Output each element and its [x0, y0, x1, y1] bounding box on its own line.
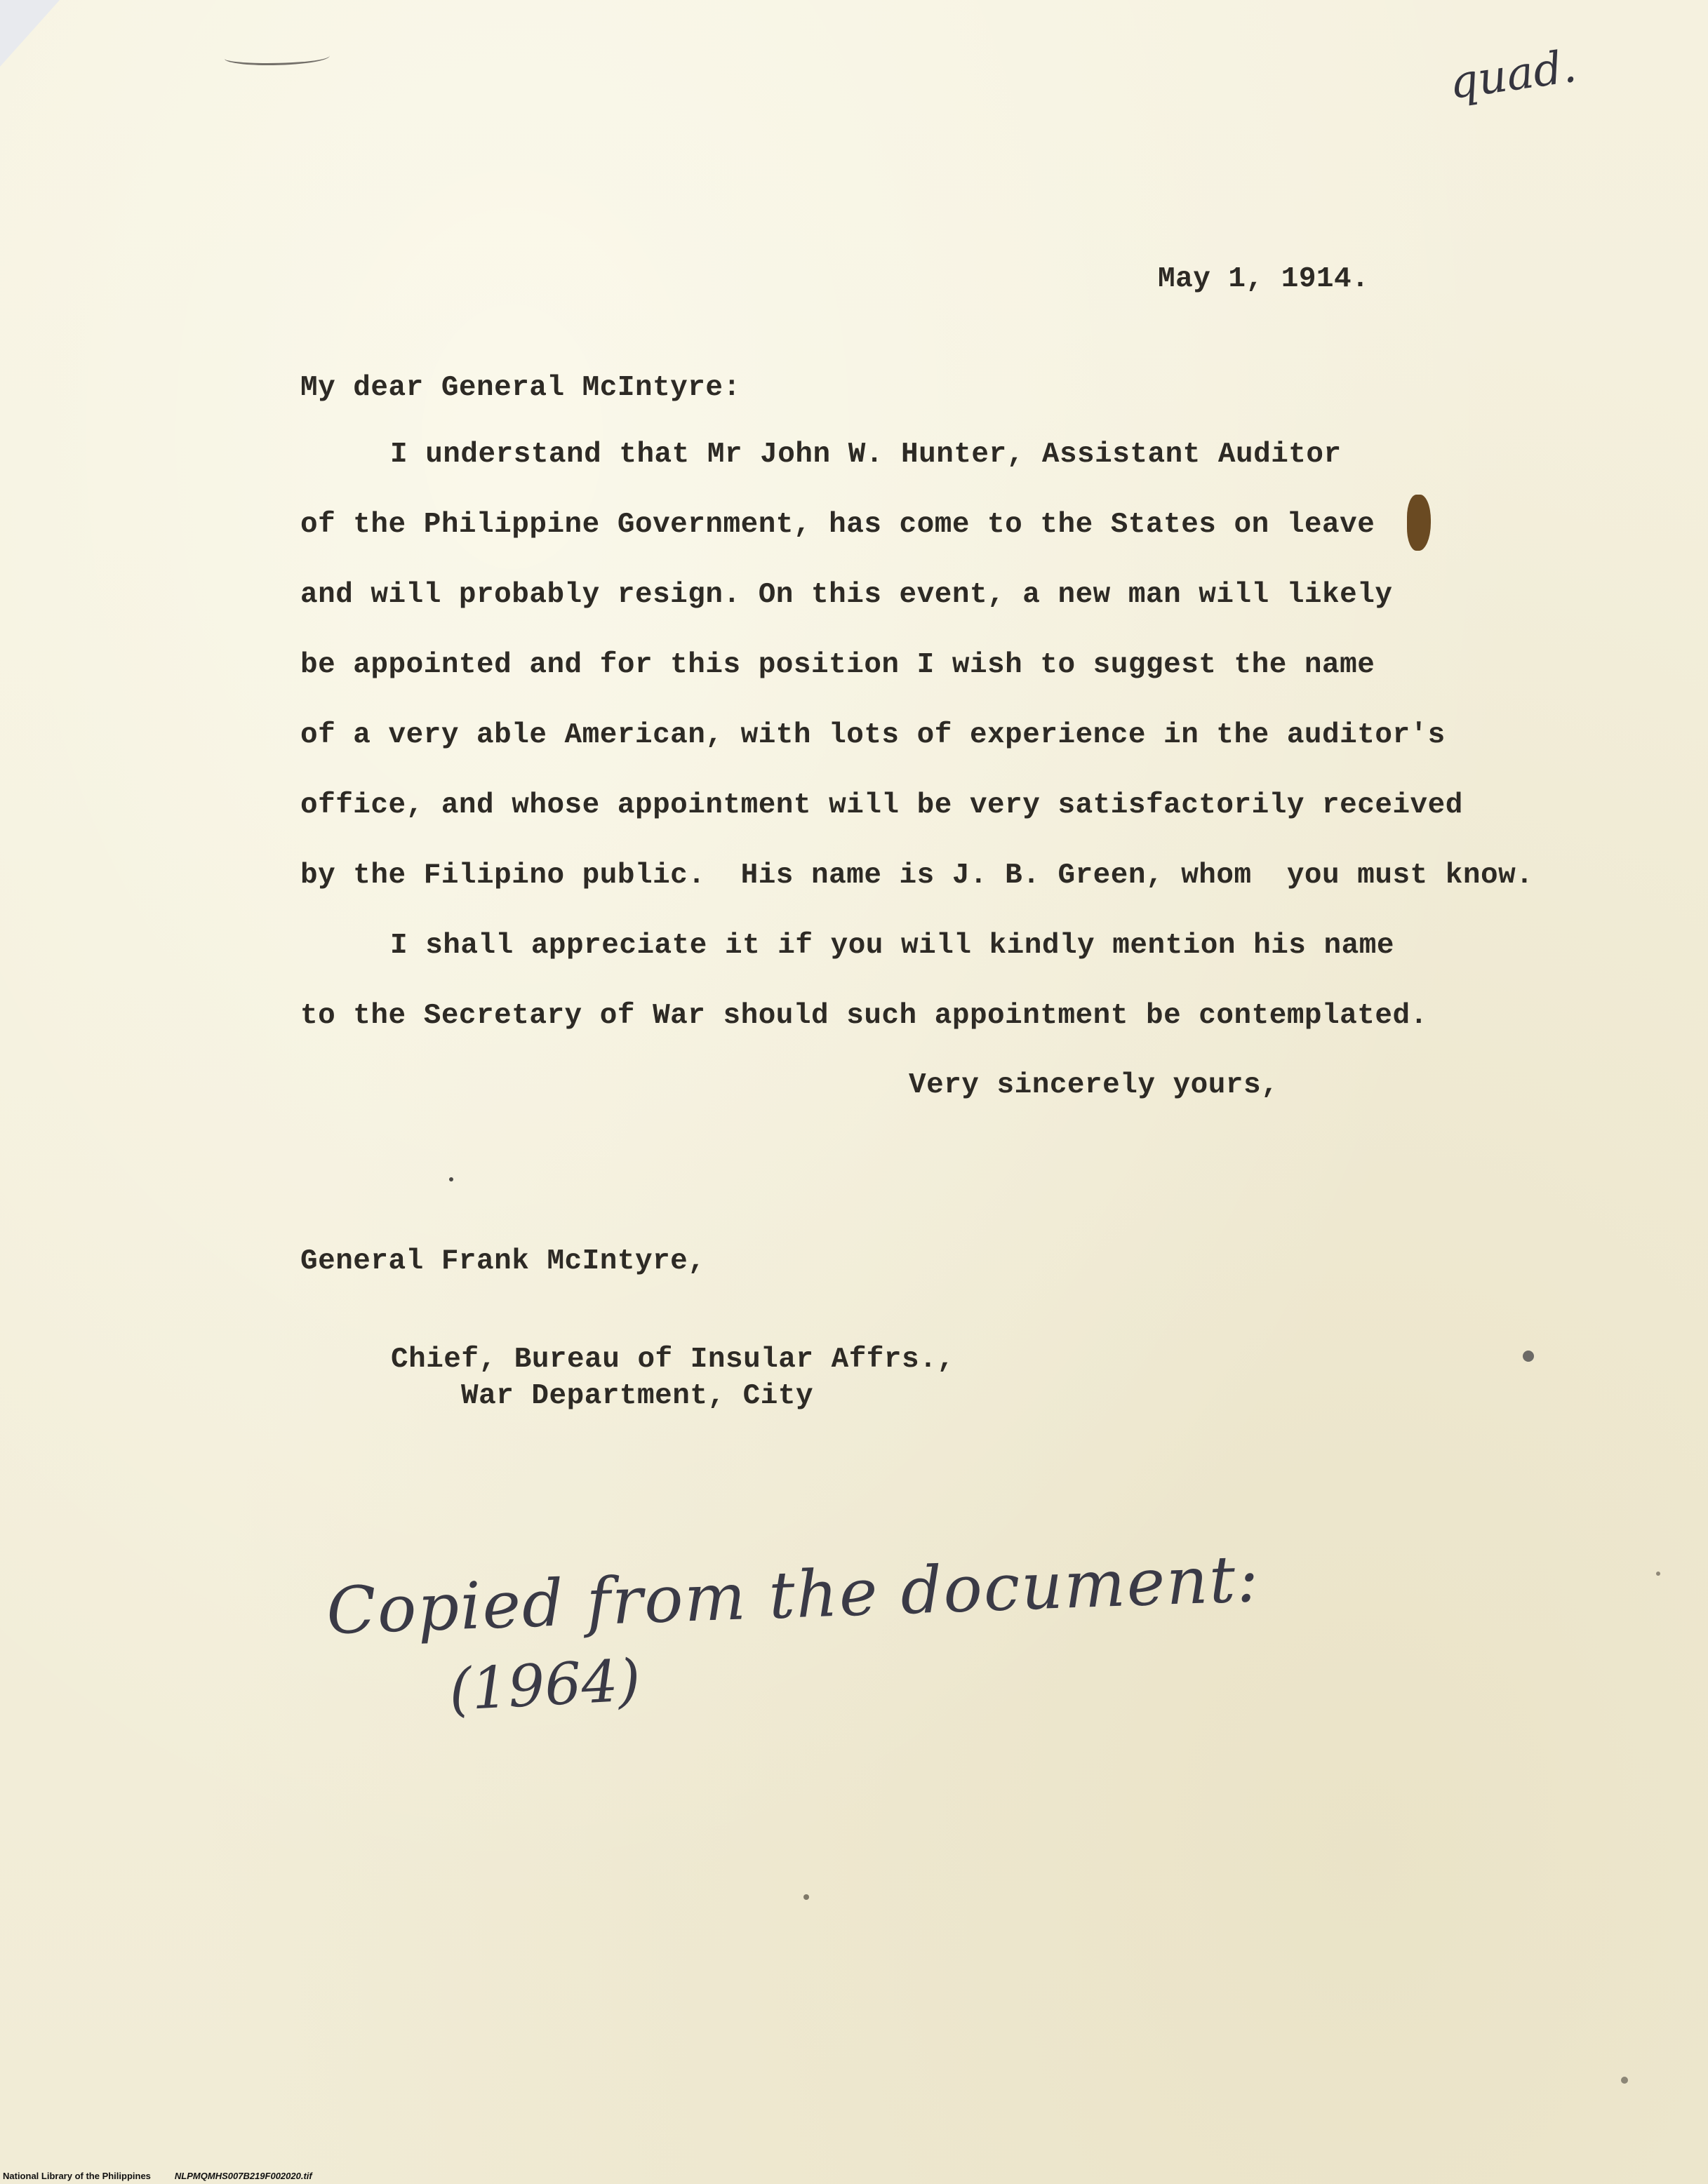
- addressee-title: Chief, Bureau of Insular Affrs.,: [391, 1344, 955, 1376]
- pencil-mark: [225, 49, 330, 65]
- paper-speck: [803, 1894, 809, 1900]
- body-line: be appointed and for this position I wish to suggest the name: [300, 649, 1375, 681]
- letter-body: [300, 420, 1577, 1051]
- handwritten-year-note: (1964): [447, 1647, 642, 1724]
- body-line: office, and whose appointment will be very satisfactorily received: [300, 789, 1463, 822]
- body-line: to the Secretary of War should such appointment be contemplated.: [300, 1000, 1428, 1032]
- scan-footer: [3, 2171, 312, 2181]
- folded-corner: [0, 0, 60, 67]
- letter-salutation: My dear General McIntyre:: [300, 372, 741, 404]
- footer-file-id: NLPMQMHS007B219F002020.tif: [174, 2171, 312, 2181]
- addressee-department: War Department, City: [461, 1380, 814, 1412]
- ink-stain: [1407, 495, 1431, 551]
- paper-speck: [1523, 1351, 1534, 1362]
- body-line: and will probably resign. On this event, a new man will likely: [300, 579, 1393, 611]
- paper-speck: [449, 1177, 453, 1181]
- footer-institution: National Library of the Philippines: [3, 2171, 151, 2181]
- body-line: I shall appreciate it if you will kindly mention his name: [390, 930, 1394, 962]
- body-line: by the Filipino public. His name is J. B. Green, whom you must know.: [300, 859, 1534, 892]
- handwritten-quad-note: quad.: [1446, 40, 1580, 110]
- paper-speck: [1621, 2077, 1628, 2084]
- addressee-name: General Frank McIntyre,: [300, 1245, 706, 1278]
- body-line: I understand that Mr John W. Hunter, Assistant Auditor: [390, 438, 1342, 471]
- handwritten-copied-note: Copied from the document:: [325, 1541, 1261, 1649]
- paper-speck: [1656, 1572, 1660, 1576]
- body-line: of the Philippine Government, has come to the States on leave: [300, 509, 1375, 541]
- letter-date: May 1, 1914.: [1158, 263, 1370, 295]
- body-line: of a very able American, with lots of experience in the auditor's: [300, 719, 1446, 751]
- letter-closing: Very sincerely yours,: [909, 1069, 1279, 1101]
